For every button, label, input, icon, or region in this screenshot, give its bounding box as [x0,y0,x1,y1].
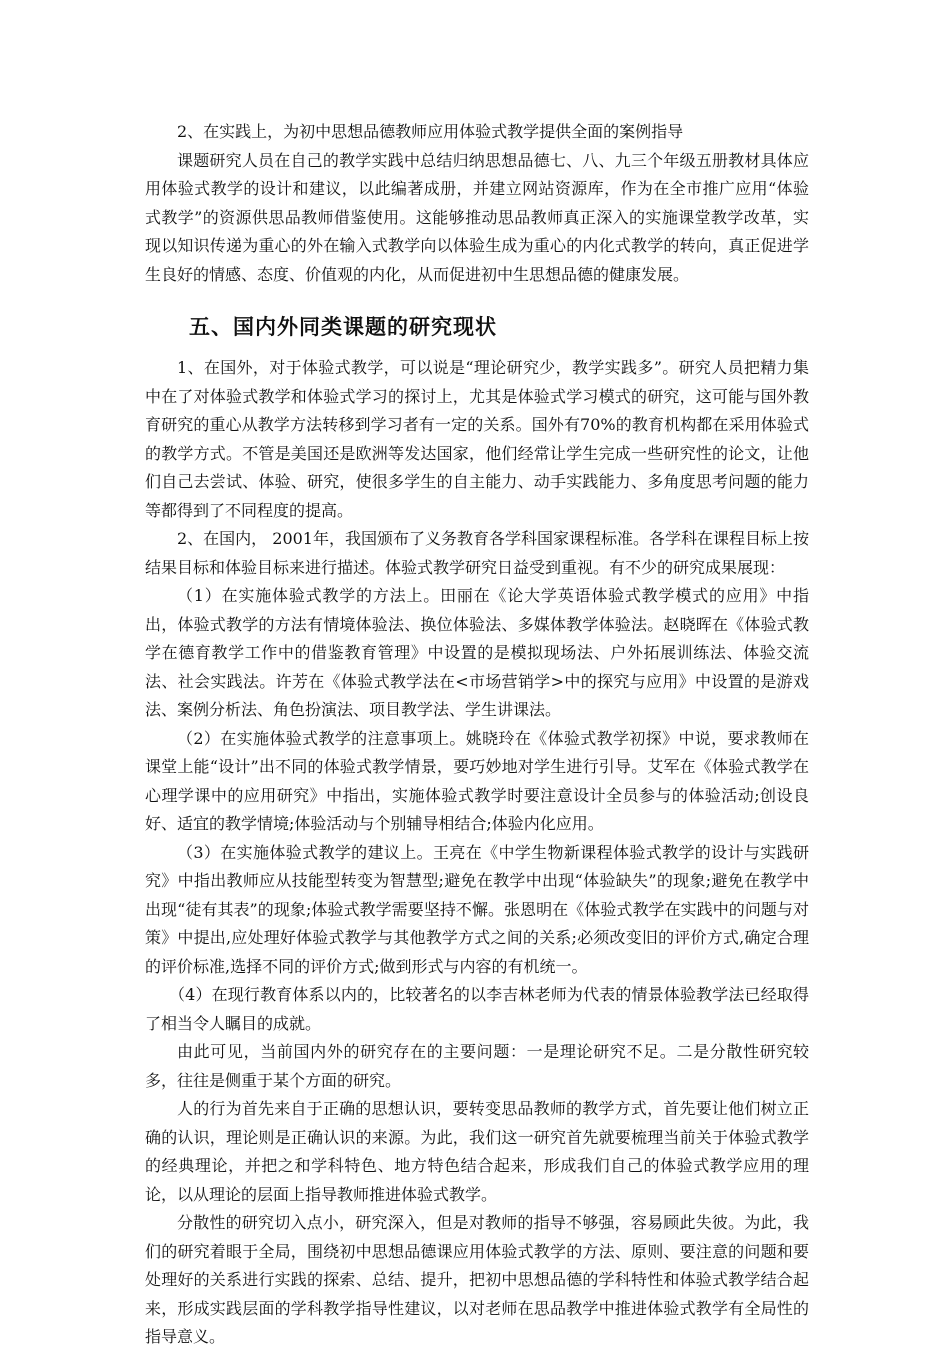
list-item-suggestions: （3）在实施体验式教学的建议上。王亮在《中学生物新课程体验式教学的设计与实践研究》中指出教师应从技能型转变为智慧型;避免在教学中出现“体验缺失”的现象;避免在教学中出现“徒有其表”的现象;体验式教学需要坚持不懈。张恩明在《体验式教学在实践中的问题与对策》中提出,应处理好体验式教学与其他教学方式之间的关系;必须改变旧的评价方式,确定合理的评价标准,选择不同的评价方式;做到形式与内容的有机统一。 [145,842,809,976]
document-page [145,118,809,1352]
practice-paragraph: 课题研究人员在自己的教学实践中总结归纳思想品德七、八、九三个年级五册教材具体应用体验式教学的设计和建议，以此编著成册，并建立网站资源库，作为在全市推广应用“体验式教学”的资源供思品教师借鉴使用。这能够推动思品教师真正深入的实施课堂教学改革，实现以知识传递为重心的外在输入式教学向以体验生成为重心的内化式教学的转向，真正促进学生良好的情感、态度、价值观的内化，从而促进初中生思想品德的健康发展。 [145,150,809,284]
paragraph-conclusion: 由此可见，当前国内外的研究存在的主要问题：一是理论研究不足。二是分散性研究较多，往往是侧重于某个方面的研究。 [145,1042,809,1090]
list-item-achievements: （4）在现行教育体系以内的，比较著名的以李吉林老师为代表的情景体验教学法已经取得了相当令人瞩目的成就。 [145,985,809,1033]
paragraph-theory: 人的行为首先来自于正确的思想认识，要转变思品教师的教学方式，首先要让他们树立正确的认识，理论则是正确认识的来源。为此，我们这一研究首先就要梳理当前关于体验式教学的经典理论，并把之和学科特色、地方特色结合起来，形成我们自己的体验式教学应用的理论，以从理论的层面上指导教师推进体验式教学。 [145,1099,809,1204]
list-item-methods: （1）在实施体验式教学的方法上。田丽在《论大学英语体验式教学模式的应用》中指出，体验式教学的方法有情境体验法、换位体验法、多媒体教学体验法。赵晓晖在《体验式教学在德育教学工作中的借鉴教育管理》中设置的是模拟现场法、户外拓展训练法、体验交流法、社会实践法。许芳在《体验式教学法在<市场营销学>中的探究与应用》中设置的是游戏法、案例分析法、角色扮演法、项目教学法、学生讲课法。 [145,586,809,719]
paragraph-domestic: 2、在国内， 2001年，我国颁布了义务教育各学科国家课程标准。各学科在课程目标上按结果目标和体验目标来进行描述。体验式教学研究日益受到重视。有不少的研究成果展现： [145,529,809,577]
section-title: 五、国内外同类课题的研究现状 [189,315,497,339]
list-item-precautions: （2）在实施体验式教学的注意事项上。姚晓玲在《体验式教学初探》中说，要求教师在课堂上能“设计”出不同的体验式教学情景，要巧妙地对学生进行引导。艾军在《体验式教学在心理学课中的应用研究》中指出，实施体验式教学时要注意设计全员参与的体验活动;创设良好、适宜的教学情境;体验活动与个别辅导相结合;体验内化应用。 [145,728,809,833]
practice-heading: 2、在实践上，为初中思想品德教师应用体验式教学提供全面的案例指导 [177,122,684,141]
paragraph-scattered: 分散性的研究切入点小，研究深入，但是对教师的指导不够强，容易顾此失彼。为此，我们的研究着眼于全局，围绕初中思想品德课应用体验式教学的方法、原则、要注意的问题和要处理好的关系进行实践的探索、总结、提升，把初中思想品德的学科特性和体验式教学结合起来，形成实践层面的学科教学指导性建议，以对老师在思品教学中推进体验式教学有全局性的指导意义。 [145,1213,809,1346]
paragraph-abroad: 1、在国外，对于体验式教学，可以说是“理论研究少，教学实践多”。研究人员把精力集中在了对体验式教学和体验式学习的探讨上，尤其是体验式学习模式的研究，这可能与国外教育研究的重心从教学方法转移到学习者有一定的关系。国外有70%的教育机构都在采用体验式的教学方式。不管是美国还是欧洲等发达国家，他们经常让学生完成一些研究性的论文，让他们自己去尝试、体验、研究，使很多学生的自主能力、动手实践能力、多角度思考问题的能力等都得到了不同程度的提高。 [145,358,809,520]
